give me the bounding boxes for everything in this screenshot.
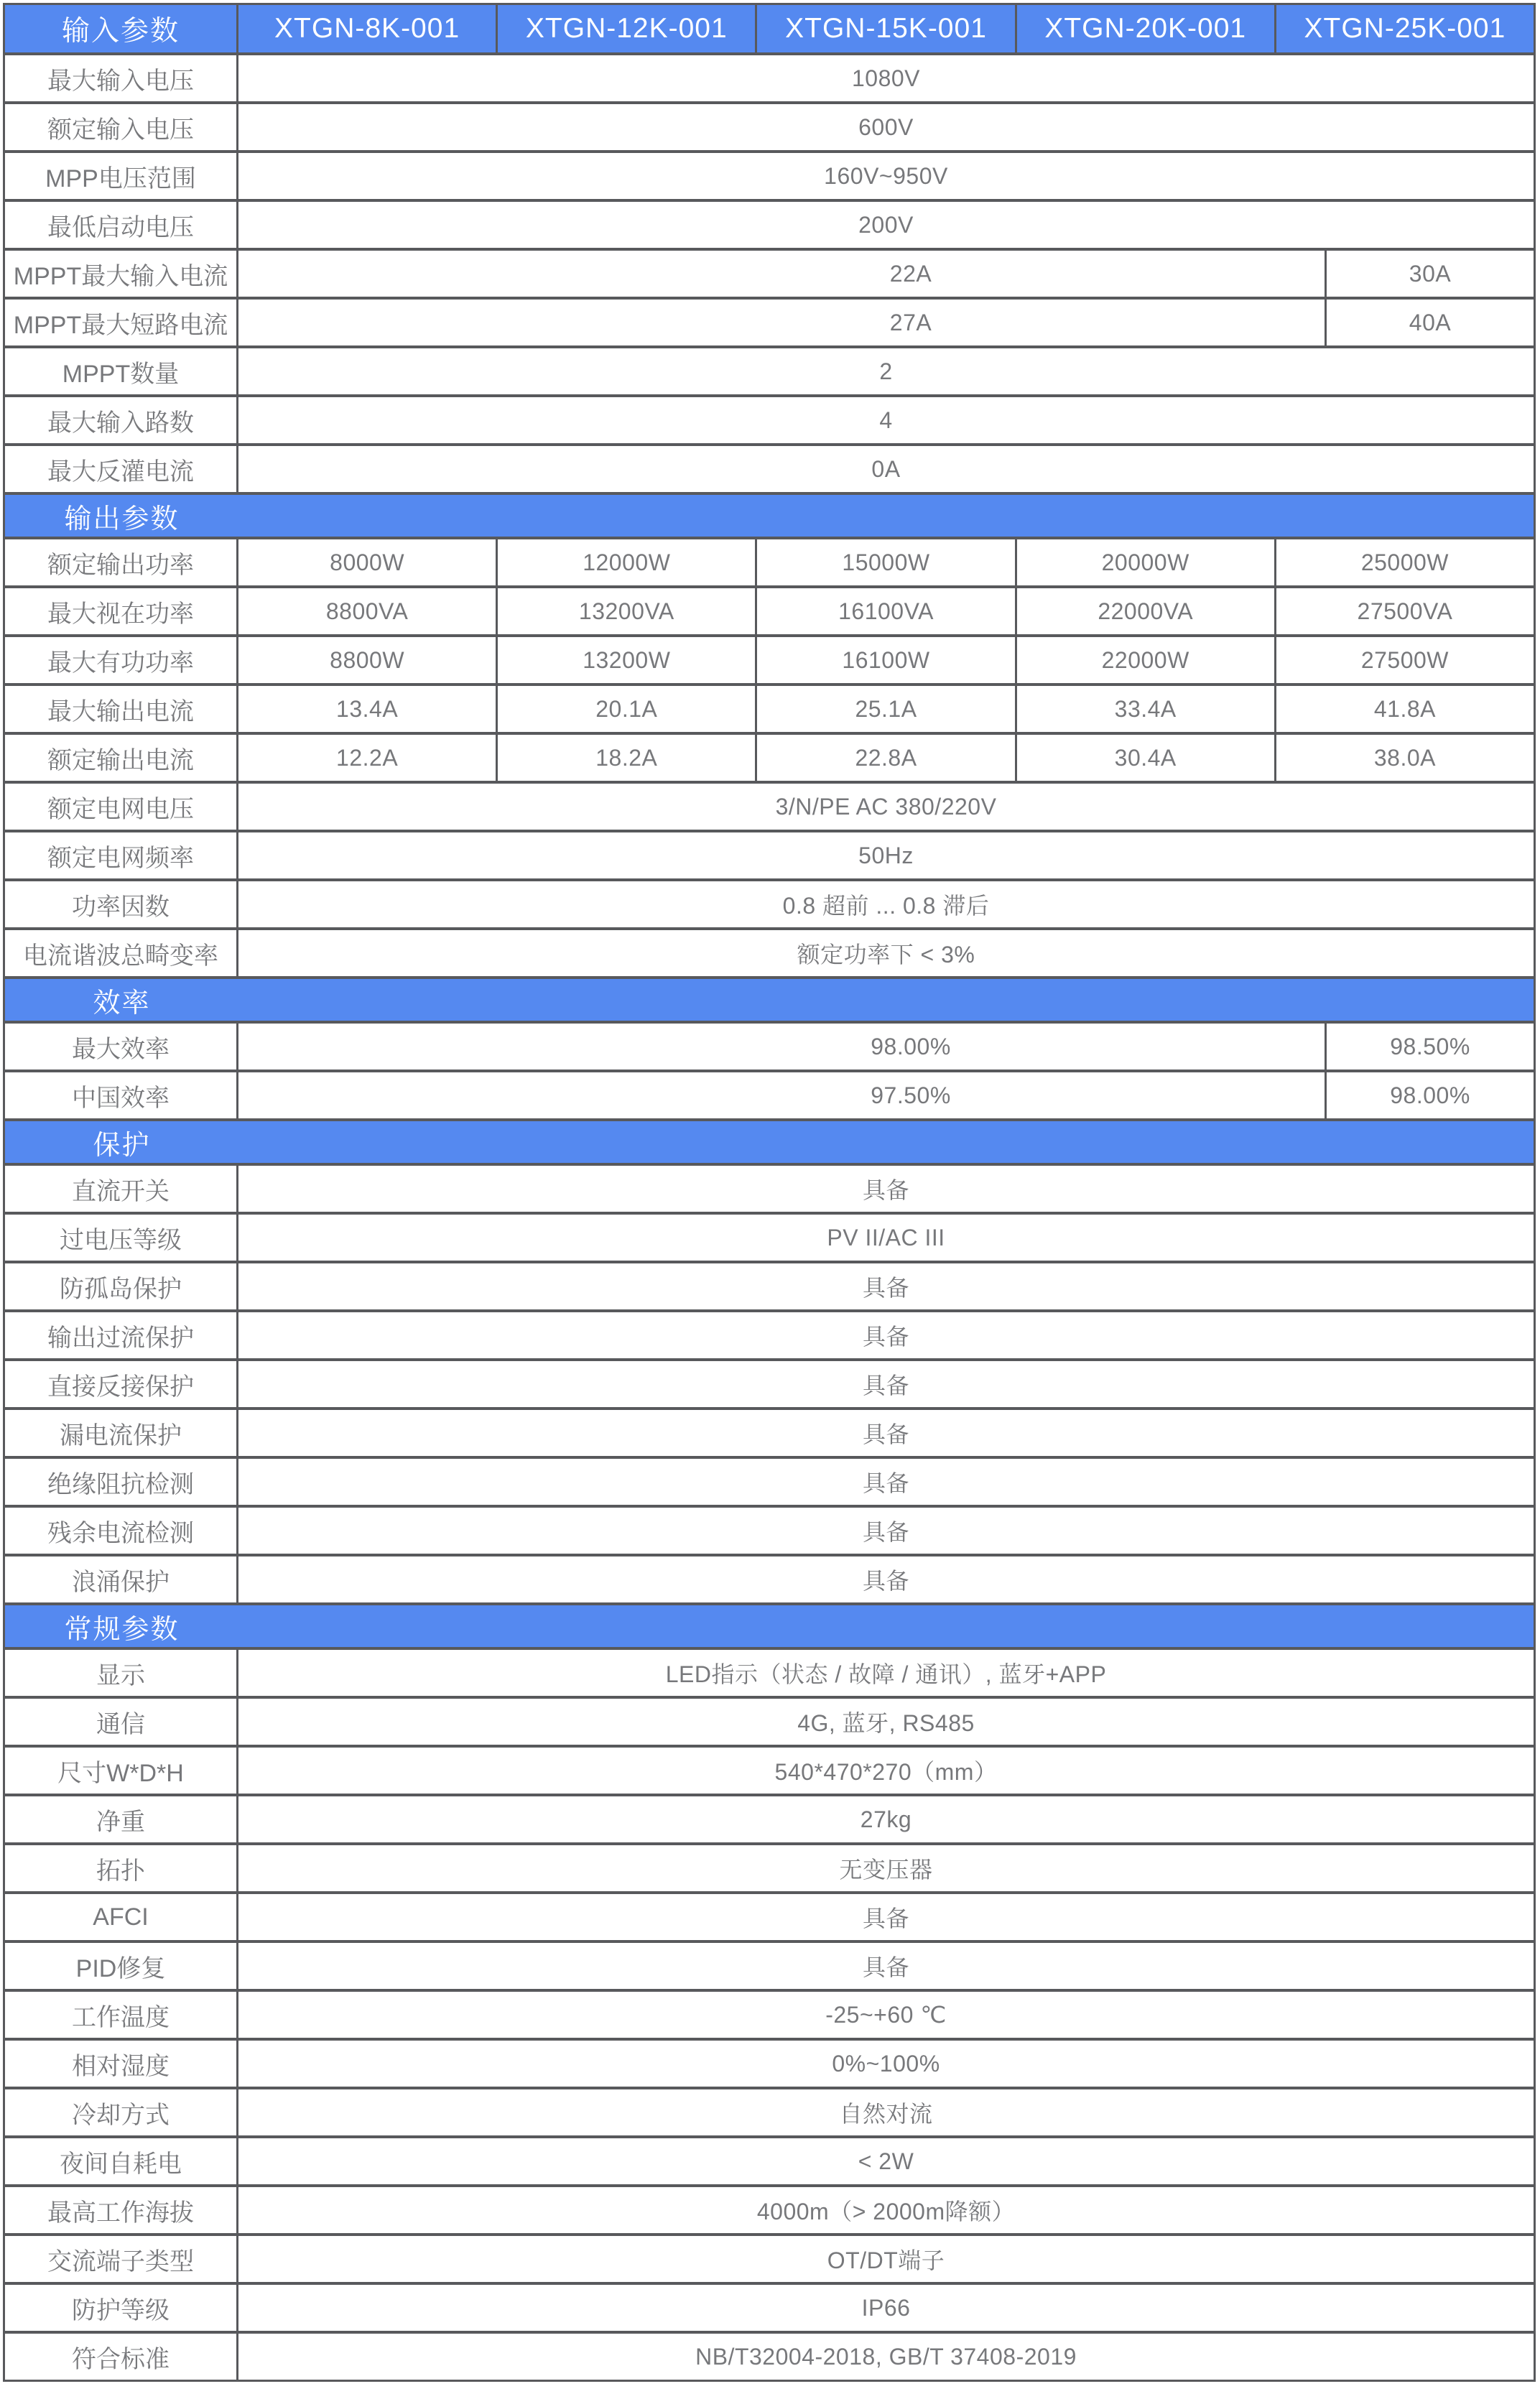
spec-row <box>5 1891 1534 1940</box>
value-cell: 160V~950V <box>824 162 948 189</box>
row-label-cell: PID修复 <box>5 1943 238 1989</box>
row-label-cell: 防护等级 <box>5 2285 238 2331</box>
value-cell: 13.4A <box>336 695 399 722</box>
spec-row <box>5 1745 1534 1794</box>
spec-row <box>5 1212 1534 1261</box>
section-title: 效率 <box>93 988 151 1019</box>
row-label-cell: 绝缘阻抗检测 <box>5 1459 238 1505</box>
row-label-cell: 漏电流保护 <box>5 1410 238 1456</box>
row-label-cell: 最低启动电压 <box>5 202 238 248</box>
value-cell: 20000W <box>1015 539 1274 585</box>
row-label-cell: 中国效率 <box>5 1072 238 1118</box>
header-model-cell: XTGN-12K-001 <box>496 5 755 52</box>
spec-row <box>5 2038 1534 2087</box>
value-cell: 0A <box>871 455 901 482</box>
value-cell: 98.00% <box>1325 1072 1534 1118</box>
row-label-cell: 额定输入电压 <box>5 104 238 150</box>
spec-row <box>5 1842 1534 1891</box>
value-cell: 具备 <box>862 1470 909 1496</box>
row-label-cell: 最大视在功率 <box>5 588 238 634</box>
spec-row <box>5 1021 1534 1070</box>
value-cell: 4000m（> 2000m降额） <box>756 2199 1016 2224</box>
row-label-cell: 最大效率 <box>5 1024 238 1070</box>
value-cell: 额定功率下 < 3% <box>797 942 975 968</box>
spec-row <box>5 878 1534 927</box>
spec-row <box>5 1070 1534 1118</box>
value-cell: 8800VA <box>325 598 409 624</box>
spec-row <box>5 248 1534 297</box>
value-cell: 97.50% <box>871 1082 951 1108</box>
value-cell: 20.1A <box>496 686 755 732</box>
row-label-cell: MPPT最大短路电流 <box>5 300 238 345</box>
spec-row <box>5 1647 1534 1696</box>
value-cell: 41.8A <box>1274 686 1534 732</box>
row-label-cell: 显示 <box>5 1650 238 1696</box>
value-cell: 22000VA <box>1015 588 1274 634</box>
value-cell: 具备 <box>862 1568 909 1594</box>
value-cell: LED指示（状态 / 故障 / 通讯）, 蓝牙+APP <box>665 1661 1107 1687</box>
section-header-row <box>5 492 1534 537</box>
row-label-cell: 功率因数 <box>5 881 238 927</box>
value-cell: 12.2A <box>336 744 399 771</box>
row-label-cell: 电流谐波总畸变率 <box>5 930 238 976</box>
row-label-cell: MPPT最大输入电流 <box>5 251 238 297</box>
spec-row <box>5 2087 1534 2135</box>
spec-row <box>5 1163 1534 1212</box>
value-cell: 13200VA <box>496 588 755 634</box>
row-label-cell: 交流端子类型 <box>5 2236 238 2282</box>
row-label-cell: AFCI <box>5 1894 238 1940</box>
value-cell: 540*470*270（mm） <box>774 1759 998 1785</box>
value-cell: 25.1A <box>755 686 1014 732</box>
row-label-cell: MPP电压范围 <box>5 153 238 199</box>
spec-row <box>5 2184 1534 2233</box>
value-cell: 12000W <box>496 539 755 585</box>
spec-row <box>5 585 1534 634</box>
table-header-row <box>5 5 1534 52</box>
value-cell: 8000W <box>330 549 405 575</box>
value-cell: 具备 <box>862 1275 909 1301</box>
spec-row <box>5 830 1534 878</box>
value-cell: 30.4A <box>1015 735 1274 781</box>
spec-row <box>5 537 1534 585</box>
value-cell: 具备 <box>862 1954 909 1980</box>
spec-row <box>5 1696 1534 1745</box>
spec-row <box>5 52 1534 101</box>
row-label-cell: 额定输出电流 <box>5 735 238 781</box>
row-label-cell: 相对湿度 <box>5 2041 238 2087</box>
section-title: 保护 <box>93 1130 151 1161</box>
row-label-cell: 最大反灌电流 <box>5 446 238 492</box>
header-model-cell: XTGN-20K-001 <box>1015 5 1274 52</box>
spec-row <box>5 1358 1534 1407</box>
value-cell: 22.8A <box>755 735 1014 781</box>
row-label-cell: 最高工作海拔 <box>5 2187 238 2233</box>
spec-row <box>5 2135 1534 2184</box>
row-label-cell: 额定输出功率 <box>5 539 238 585</box>
value-cell: 1080V <box>851 65 921 91</box>
section-header-row <box>5 1118 1534 1163</box>
row-label-cell: 净重 <box>5 1796 238 1842</box>
row-label-cell: 残余电流检测 <box>5 1508 238 1554</box>
spec-row <box>5 443 1534 492</box>
row-label-cell: 冷却方式 <box>5 2089 238 2135</box>
row-label-cell: 最大输入路数 <box>5 397 238 443</box>
row-label-cell: 通信 <box>5 1699 238 1745</box>
value-cell: 27500W <box>1274 637 1534 683</box>
value-cell: 2 <box>879 358 893 384</box>
spec-row <box>5 101 1534 150</box>
spec-row <box>5 2331 1534 2380</box>
value-cell: 38.0A <box>1274 735 1534 781</box>
spec-row <box>5 1309 1534 1358</box>
header-model-cell: XTGN-25K-001 <box>1274 5 1534 52</box>
value-cell: OT/DT端子 <box>827 2247 945 2273</box>
value-cell: 40A <box>1325 300 1534 345</box>
value-cell: IP66 <box>861 2294 911 2321</box>
header-title-cell: 输入参数 <box>5 5 238 52</box>
spec-row <box>5 297 1534 345</box>
value-cell: 无变压器 <box>839 1857 933 1883</box>
value-cell: 具备 <box>862 1373 909 1398</box>
row-label-cell: 最大输入电压 <box>5 55 238 101</box>
spec-row <box>5 199 1534 248</box>
spec-row <box>5 1456 1534 1505</box>
section-header-row <box>5 1602 1534 1647</box>
value-cell: 33.4A <box>1015 686 1274 732</box>
spec-row <box>5 1261 1534 1309</box>
spec-row <box>5 1554 1534 1602</box>
row-label-cell: 最大输出电流 <box>5 686 238 732</box>
spec-row <box>5 1505 1534 1554</box>
value-cell: 具备 <box>862 1421 909 1447</box>
spec-row <box>5 394 1534 443</box>
value-cell: NB/T32004-2018, GB/T 37408-2019 <box>695 2343 1077 2370</box>
spec-row <box>5 1407 1534 1456</box>
value-cell: 3/N/PE AC 380/220V <box>775 793 997 820</box>
value-cell: 600V <box>858 113 914 140</box>
value-cell: 0.8 超前 ... 0.8 滞后 <box>782 893 990 919</box>
value-cell: 具备 <box>862 1519 909 1545</box>
value-cell: 具备 <box>862 1324 909 1350</box>
spec-row <box>5 732 1534 781</box>
row-label-cell: MPPT数量 <box>5 348 238 394</box>
section-title: 输出参数 <box>64 504 180 534</box>
row-label-cell: 最大有功功率 <box>5 637 238 683</box>
value-cell: 16100VA <box>755 588 1014 634</box>
value-cell: 8800W <box>330 646 405 673</box>
value-cell: 4G, 蓝牙, RS485 <box>797 1710 975 1736</box>
row-label-cell: 尺寸W*D*H <box>5 1748 238 1794</box>
row-label-cell: 过电压等级 <box>5 1215 238 1261</box>
spec-row <box>5 1794 1534 1842</box>
value-cell: 13200W <box>496 637 755 683</box>
value-cell: 自然对流 <box>839 2101 933 2127</box>
value-cell: 98.00% <box>871 1033 951 1059</box>
row-label-cell: 夜间自耗电 <box>5 2138 238 2184</box>
spec-row <box>5 150 1534 199</box>
header-model-cell: XTGN-15K-001 <box>755 5 1014 52</box>
value-cell: -25~+60 ℃ <box>825 2002 947 2028</box>
spec-row <box>5 634 1534 683</box>
value-cell: 具备 <box>862 1906 909 1931</box>
value-cell: 27kg <box>860 1806 912 1832</box>
value-cell: 具备 <box>862 1177 909 1203</box>
value-cell: 200V <box>858 211 914 238</box>
row-label-cell: 工作温度 <box>5 1992 238 2038</box>
spec-table <box>3 3 1536 2382</box>
spec-row <box>5 927 1534 976</box>
value-cell: 16100W <box>755 637 1014 683</box>
value-cell: 27A <box>889 309 932 335</box>
value-cell: 18.2A <box>496 735 755 781</box>
value-cell: 0%~100% <box>832 2050 940 2077</box>
value-cell: 22000W <box>1015 637 1274 683</box>
value-cell: PV II/AC III <box>827 1224 945 1251</box>
row-label-cell: 直接反接保护 <box>5 1361 238 1407</box>
row-label-cell: 额定电网频率 <box>5 832 238 878</box>
value-cell: 30A <box>1325 251 1534 297</box>
spec-row <box>5 2282 1534 2331</box>
value-cell: 50Hz <box>858 842 914 868</box>
row-label-cell: 输出过流保护 <box>5 1312 238 1358</box>
row-label-cell: 额定电网电压 <box>5 784 238 830</box>
value-cell: 25000W <box>1274 539 1534 585</box>
row-label-cell: 拓扑 <box>5 1845 238 1891</box>
value-cell: 22A <box>889 260 932 287</box>
header-model-cell: XTGN-8K-001 <box>274 13 460 44</box>
spec-row <box>5 1940 1534 1989</box>
value-cell: 15000W <box>755 539 1014 585</box>
row-label-cell: 浪涌保护 <box>5 1556 238 1602</box>
section-title: 常规参数 <box>64 1614 180 1645</box>
row-label-cell: 防孤岛保护 <box>5 1263 238 1309</box>
spec-row <box>5 1989 1534 2038</box>
spec-row <box>5 683 1534 732</box>
row-label-cell: 直流开关 <box>5 1166 238 1212</box>
value-cell: 4 <box>879 407 893 433</box>
row-label-cell: 符合标准 <box>5 2334 238 2380</box>
value-cell: < 2W <box>858 2148 914 2174</box>
spec-row <box>5 781 1534 830</box>
spec-row <box>5 345 1534 394</box>
value-cell: 98.50% <box>1325 1024 1534 1070</box>
value-cell: 27500VA <box>1274 588 1534 634</box>
spec-row <box>5 2233 1534 2282</box>
section-header-row <box>5 976 1534 1021</box>
